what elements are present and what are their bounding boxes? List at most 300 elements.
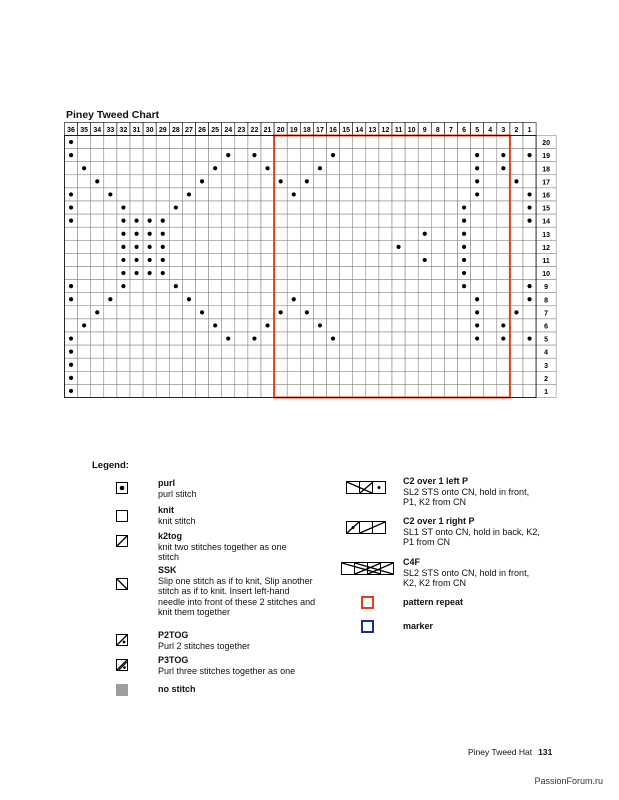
- grid-cell: [379, 136, 392, 149]
- grid-cell: [431, 175, 444, 188]
- grid-cell: [117, 384, 130, 397]
- row-label: 6: [544, 323, 549, 331]
- grid-cell: [379, 345, 392, 358]
- grid-cell: [366, 214, 379, 227]
- grid-cell: [340, 214, 353, 227]
- grid-cell: [143, 358, 156, 371]
- grid-cell: [235, 227, 248, 240]
- grid-cell: [104, 162, 117, 175]
- grid-cell: [287, 136, 300, 149]
- purl-dot: [475, 192, 479, 196]
- grid-cell: [431, 332, 444, 345]
- grid-cell: [313, 227, 326, 240]
- grid-cell: [222, 319, 235, 332]
- purl-dot: [501, 323, 505, 327]
- grid-cell: [405, 345, 418, 358]
- row-label: 4: [544, 349, 549, 357]
- grid-cell: [261, 371, 274, 384]
- grid-cell: [327, 201, 340, 214]
- grid-cell: [523, 175, 536, 188]
- purl-dot: [95, 310, 99, 314]
- legend-title: Legend:: [92, 460, 129, 471]
- grid-cell: [287, 384, 300, 397]
- purl-dot: [161, 245, 165, 249]
- purl-dot: [148, 245, 152, 249]
- grid-cell: [300, 214, 313, 227]
- grid-cell: [182, 214, 195, 227]
- grid-cell: [510, 188, 523, 201]
- grid-cell: [222, 358, 235, 371]
- grid-cell: [444, 175, 457, 188]
- grid-cell: [313, 358, 326, 371]
- grid-cell: [196, 332, 209, 345]
- grid-cell: [510, 293, 523, 306]
- grid-cell: [248, 136, 261, 149]
- grid-cell: [130, 345, 143, 358]
- grid-cell: [196, 319, 209, 332]
- grid-cell: [340, 345, 353, 358]
- purl-dot: [121, 205, 125, 209]
- grid-cell: [169, 267, 182, 280]
- purl-dot: [134, 271, 138, 275]
- row-label: 13: [542, 231, 550, 239]
- grid-cell: [274, 136, 287, 149]
- purl-symbol-icon: [116, 481, 128, 499]
- grid-cell: [353, 371, 366, 384]
- grid-cell: [261, 227, 274, 240]
- grid-cell: [366, 332, 379, 345]
- grid-cell: [143, 384, 156, 397]
- row-label: 18: [542, 166, 550, 174]
- grid-cell: [510, 358, 523, 371]
- grid-cell: [235, 319, 248, 332]
- row-label: 7: [544, 310, 549, 318]
- grid-cell: [313, 188, 326, 201]
- grid-cell: [143, 188, 156, 201]
- grid-cell: [235, 201, 248, 214]
- grid-cell: [130, 175, 143, 188]
- purl-dot: [226, 153, 230, 157]
- purl-dot: [69, 363, 73, 367]
- grid-cell: [248, 358, 261, 371]
- grid-cell: [78, 371, 91, 384]
- grid-cell: [248, 319, 261, 332]
- grid-cell: [91, 332, 104, 345]
- grid-cell: [156, 162, 169, 175]
- column-label: 34: [93, 127, 102, 134]
- grid-cell: [104, 280, 117, 293]
- grid-cell: [471, 201, 484, 214]
- purl-dot: [305, 310, 309, 314]
- grid-cell: [156, 188, 169, 201]
- purl-dot: [475, 179, 479, 183]
- grid-cell: [484, 293, 497, 306]
- purl-dot: [121, 258, 125, 262]
- grid-cell: [287, 267, 300, 280]
- grid-cell: [156, 201, 169, 214]
- grid-cell: [340, 358, 353, 371]
- grid-cell: [287, 306, 300, 319]
- grid-cell: [78, 280, 91, 293]
- grid-cell: [418, 267, 431, 280]
- grid-cell: [418, 162, 431, 175]
- grid-cell: [182, 371, 195, 384]
- purl-dot: [82, 323, 86, 327]
- grid-cell: [104, 345, 117, 358]
- grid-cell: [91, 280, 104, 293]
- grid-cell: [130, 371, 143, 384]
- grid-cell: [366, 293, 379, 306]
- grid-cell: [274, 149, 287, 162]
- grid-cell: [510, 332, 523, 345]
- grid-cell: [366, 384, 379, 397]
- grid-cell: [379, 358, 392, 371]
- purl-dot: [501, 336, 505, 340]
- grid-cell: [117, 188, 130, 201]
- purl-dot: [514, 179, 518, 183]
- grid-cell: [274, 188, 287, 201]
- grid-cell: [274, 293, 287, 306]
- grid-cell: [327, 358, 340, 371]
- grid-cell: [353, 162, 366, 175]
- legend-c2-over-1-right-p: C2 over 1 right P SL1 ST onto CN, hold in back, K2, P1 from CN: [403, 516, 540, 547]
- grid-cell: [287, 175, 300, 188]
- grid-cell: [104, 267, 117, 280]
- grid-cell: [91, 384, 104, 397]
- grid-cell: [222, 384, 235, 397]
- grid-cell: [248, 253, 261, 266]
- grid-cell: [497, 214, 510, 227]
- legend-purl: purl purl stitch: [158, 478, 197, 499]
- grid-cell: [444, 201, 457, 214]
- grid-cell: [130, 319, 143, 332]
- grid-cell: [300, 227, 313, 240]
- grid-cell: [366, 371, 379, 384]
- grid-cell: [274, 384, 287, 397]
- grid-cell: [222, 227, 235, 240]
- row-label: 14: [542, 218, 550, 226]
- grid-cell: [510, 136, 523, 149]
- grid-cell: [405, 280, 418, 293]
- grid-cell: [91, 201, 104, 214]
- grid-cell: [209, 306, 222, 319]
- ssk-symbol-icon: [116, 577, 128, 595]
- grid-cell: [340, 149, 353, 162]
- grid-cell: [418, 214, 431, 227]
- grid-cell: [261, 332, 274, 345]
- grid-cell: [431, 240, 444, 253]
- grid-cell: [196, 345, 209, 358]
- grid-cell: [392, 227, 405, 240]
- purl-dot: [279, 179, 283, 183]
- grid-cell: [405, 175, 418, 188]
- purl-dot: [69, 192, 73, 196]
- c2-over-1-left-p-symbol-icon: [346, 481, 386, 499]
- grid-cell: [313, 345, 326, 358]
- grid-cell: [104, 201, 117, 214]
- grid-cell: [327, 267, 340, 280]
- grid-cell: [287, 214, 300, 227]
- grid-cell: [300, 267, 313, 280]
- grid-cell: [392, 267, 405, 280]
- grid-cell: [458, 306, 471, 319]
- grid-cell: [431, 345, 444, 358]
- grid-cell: [523, 162, 536, 175]
- purl-dot: [527, 192, 531, 196]
- grid-cell: [327, 384, 340, 397]
- grid-cell: [104, 227, 117, 240]
- grid-cell: [156, 293, 169, 306]
- grid-cell: [196, 267, 209, 280]
- grid-cell: [169, 293, 182, 306]
- grid-cell: [182, 384, 195, 397]
- grid-cell: [418, 306, 431, 319]
- grid-cell: [261, 293, 274, 306]
- grid-cell: [274, 345, 287, 358]
- purl-dot: [148, 258, 152, 262]
- grid-cell: [287, 332, 300, 345]
- grid-cell: [405, 240, 418, 253]
- purl-dot: [69, 153, 73, 157]
- purl-dot: [161, 232, 165, 236]
- grid-cell: [458, 384, 471, 397]
- grid-cell: [458, 188, 471, 201]
- grid-cell: [182, 306, 195, 319]
- grid-cell: [300, 371, 313, 384]
- grid-cell: [510, 319, 523, 332]
- grid-cell: [222, 345, 235, 358]
- grid-cell: [366, 319, 379, 332]
- grid-cell: [418, 280, 431, 293]
- grid-cell: [379, 175, 392, 188]
- grid-cell: [78, 306, 91, 319]
- purl-dot: [161, 271, 165, 275]
- column-label: 9: [422, 127, 427, 134]
- grid-cell: [143, 162, 156, 175]
- grid-cell: [327, 319, 340, 332]
- grid-cell: [392, 175, 405, 188]
- grid-cell: [248, 306, 261, 319]
- grid-cell: [274, 162, 287, 175]
- grid-cell: [169, 227, 182, 240]
- grid-cell: [392, 214, 405, 227]
- purl-dot: [226, 336, 230, 340]
- grid-cell: [222, 201, 235, 214]
- grid-cell: [392, 293, 405, 306]
- grid-cell: [300, 201, 313, 214]
- purl-dot: [69, 140, 73, 144]
- grid-cell: [235, 306, 248, 319]
- grid-cell: [431, 136, 444, 149]
- grid-cell: [78, 136, 91, 149]
- grid-cell: [91, 214, 104, 227]
- grid-cell: [444, 345, 457, 358]
- grid-cell: [340, 201, 353, 214]
- grid-cell: [209, 149, 222, 162]
- grid-cell: [313, 293, 326, 306]
- purl-dot: [423, 258, 427, 262]
- grid-cell: [471, 345, 484, 358]
- grid-cell: [235, 293, 248, 306]
- grid-cell: [379, 293, 392, 306]
- grid-cell: [104, 136, 117, 149]
- grid-cell: [156, 358, 169, 371]
- grid-cell: [444, 136, 457, 149]
- grid-cell: [431, 267, 444, 280]
- column-label: 15: [342, 127, 351, 134]
- purl-dot: [69, 350, 73, 354]
- pattern-repeat-symbol-icon: [361, 596, 374, 614]
- grid-cell: [235, 371, 248, 384]
- column-label: 31: [132, 127, 141, 134]
- grid-cell: [497, 280, 510, 293]
- grid-cell: [458, 149, 471, 162]
- grid-cell: [196, 149, 209, 162]
- grid-cell: [248, 175, 261, 188]
- grid-cell: [405, 267, 418, 280]
- grid-cell: [484, 332, 497, 345]
- grid-cell: [209, 188, 222, 201]
- grid-cell: [405, 293, 418, 306]
- purl-dot: [69, 219, 73, 223]
- purl-dot: [305, 179, 309, 183]
- grid-cell: [313, 267, 326, 280]
- grid-cell: [366, 162, 379, 175]
- grid-cell: [523, 240, 536, 253]
- grid-cell: [366, 240, 379, 253]
- grid-cell: [418, 201, 431, 214]
- grid-cell: [117, 149, 130, 162]
- grid-cell: [392, 371, 405, 384]
- grid-cell: [484, 280, 497, 293]
- grid-cell: [510, 384, 523, 397]
- grid-cell: [379, 267, 392, 280]
- grid-cell: [471, 253, 484, 266]
- grid-cell: [209, 345, 222, 358]
- grid-cell: [156, 136, 169, 149]
- grid-cell: [340, 280, 353, 293]
- grid-cell: [117, 319, 130, 332]
- grid-cell: [222, 280, 235, 293]
- grid-cell: [340, 253, 353, 266]
- grid-cell: [104, 306, 117, 319]
- purl-dot: [213, 166, 217, 170]
- legend-k2tog: k2tog knit two stitches together as one stitch: [158, 531, 287, 562]
- grid-cell: [261, 188, 274, 201]
- grid-cell: [405, 149, 418, 162]
- grid-cell: [65, 306, 78, 319]
- grid-cell: [418, 136, 431, 149]
- grid-cell: [235, 162, 248, 175]
- grid-cell: [366, 280, 379, 293]
- grid-cell: [222, 253, 235, 266]
- grid-cell: [327, 136, 340, 149]
- grid-cell: [169, 136, 182, 149]
- column-label: 8: [435, 127, 440, 134]
- grid-cell: [379, 188, 392, 201]
- grid-cell: [327, 293, 340, 306]
- grid-cell: [353, 201, 366, 214]
- grid-cell: [169, 345, 182, 358]
- row-label: 19: [542, 153, 550, 161]
- grid-cell: [235, 280, 248, 293]
- purl-dot: [527, 205, 531, 209]
- grid-cell: [274, 227, 287, 240]
- grid-cell: [130, 149, 143, 162]
- grid-cell: [130, 201, 143, 214]
- grid-cell: [104, 175, 117, 188]
- grid-cell: [274, 280, 287, 293]
- grid-cell: [261, 201, 274, 214]
- column-label: 7: [448, 127, 453, 134]
- grid-cell: [444, 267, 457, 280]
- column-label: 19: [289, 127, 298, 134]
- grid-cell: [156, 280, 169, 293]
- grid-cell: [379, 371, 392, 384]
- grid-cell: [484, 358, 497, 371]
- row-label: 8: [544, 297, 549, 305]
- column-label: 25: [211, 127, 220, 134]
- grid-cell: [327, 345, 340, 358]
- grid-cell: [510, 201, 523, 214]
- grid-cell: [209, 214, 222, 227]
- grid-cell: [405, 136, 418, 149]
- grid-cell: [327, 306, 340, 319]
- purl-dot: [252, 153, 256, 157]
- grid-cell: [353, 384, 366, 397]
- grid-cell: [222, 293, 235, 306]
- grid-cell: [379, 306, 392, 319]
- column-label: 24: [224, 127, 233, 134]
- grid-cell: [510, 371, 523, 384]
- grid-cell: [444, 253, 457, 266]
- purl-dot: [279, 310, 283, 314]
- grid-cell: [182, 136, 195, 149]
- grid-cell: [379, 332, 392, 345]
- purl-dot: [121, 219, 125, 223]
- grid-cell: [182, 319, 195, 332]
- grid-cell: [196, 188, 209, 201]
- grid-cell: [222, 188, 235, 201]
- grid-cell: [458, 358, 471, 371]
- grid-cell: [209, 293, 222, 306]
- grid-cell: [523, 345, 536, 358]
- grid-cell: [274, 214, 287, 227]
- purl-dot: [69, 336, 73, 340]
- column-label: 2: [514, 127, 519, 134]
- grid-cell: [117, 306, 130, 319]
- grid-cell: [104, 149, 117, 162]
- grid-cell: [235, 384, 248, 397]
- grid-cell: [392, 201, 405, 214]
- grid-cell: [156, 384, 169, 397]
- grid-cell: [91, 371, 104, 384]
- column-label: 3: [501, 127, 506, 134]
- grid-cell: [130, 384, 143, 397]
- grid-cell: [327, 214, 340, 227]
- grid-cell: [182, 201, 195, 214]
- grid-cell: [261, 175, 274, 188]
- purl-dot: [134, 258, 138, 262]
- page-footer: [468, 747, 552, 757]
- purl-dot: [187, 192, 191, 196]
- grid-cell: [366, 201, 379, 214]
- grid-cell: [91, 162, 104, 175]
- column-label: 35: [80, 127, 89, 134]
- grid-cell: [196, 358, 209, 371]
- grid-cell: [91, 136, 104, 149]
- grid-cell: [379, 201, 392, 214]
